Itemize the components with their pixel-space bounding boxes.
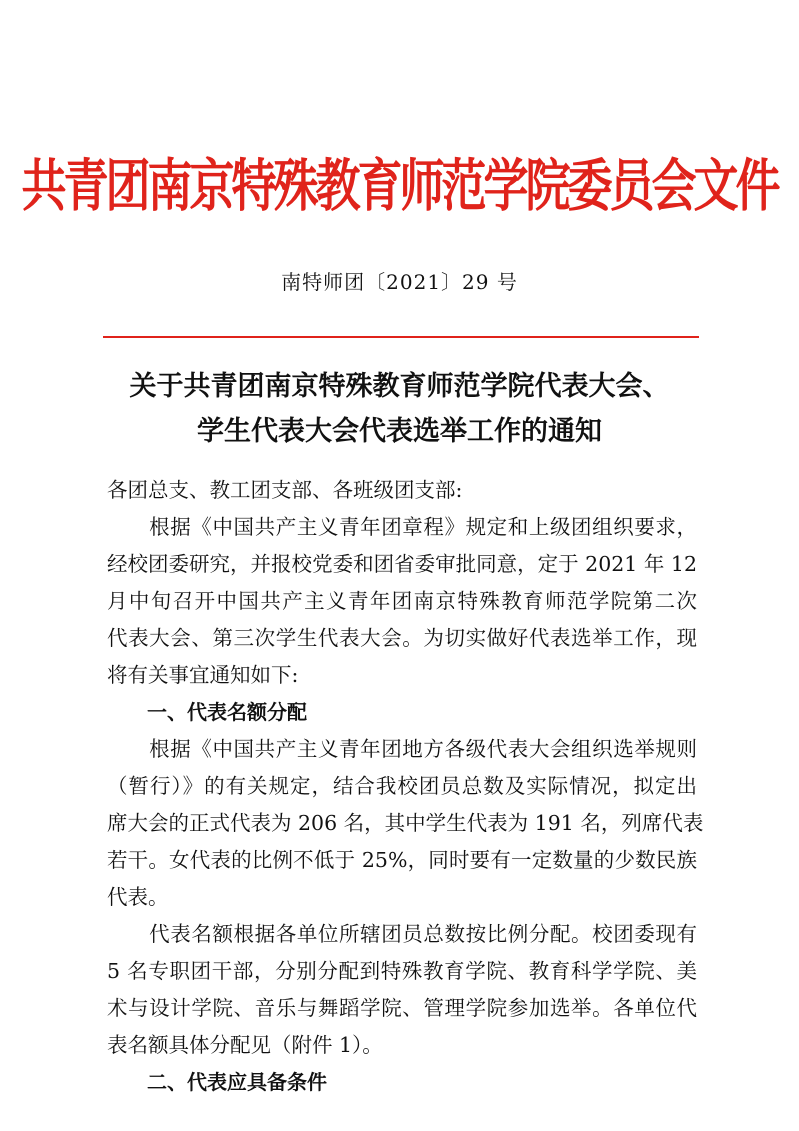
paragraph-2-line: 代表。 xyxy=(107,885,169,909)
document-header-title: 共青团南京特殊教育师范学院委员会文件 xyxy=(21,152,778,219)
section-heading-1: 一、代表名额分配 xyxy=(107,700,307,724)
paragraph-2-line: 若干。女代表的比例不低于 25%，同时要有一定数量的少数民族 xyxy=(107,848,697,872)
paragraph-2-line: 根据《中国共产主义青年团地方各级代表大会组织选举规则 xyxy=(107,737,697,761)
addressee: 各团总支、教工团支部、各班级团支部: xyxy=(107,478,463,502)
paragraph-3-line: 表名额具体分配见（附件 1）。 xyxy=(107,1033,383,1057)
paragraph-3-line: 5 名专职团干部，分别分配到特殊教育学院、教育科学学院、美 xyxy=(107,959,697,983)
paragraph-3-line: 代表名额根据各单位所辖团员总数按比例分配。校团委现有 xyxy=(107,922,697,946)
paragraph-1-line: 经校团委研究，并报校党委和团省委审批同意，定于 2021 年 12 xyxy=(107,552,697,576)
paragraph-2-line: （暂行）》的有关规定，结合我校团员总数及实际情况，拟定出 xyxy=(107,774,697,798)
red-divider-line xyxy=(103,336,699,338)
document-number: 南特师团〔2021〕29 号 xyxy=(281,270,518,294)
section-heading-2: 二、代表应具备条件 xyxy=(107,1070,327,1094)
paragraph-1-line: 将有关事宜通知如下: xyxy=(107,663,299,687)
notice-title-line-2: 学生代表大会代表选举工作的通知 xyxy=(197,416,602,447)
paragraph-3-line: 术与设计学院、音乐与舞蹈学院、管理学院参加选举。各单位代 xyxy=(107,996,697,1020)
notice-title-line-1: 关于共青团南京特殊教育师范学院代表大会、 xyxy=(129,371,670,402)
paragraph-2-line: 席大会的正式代表为 206 名，其中学生代表为 191 名，列席代表 xyxy=(107,811,704,835)
paragraph-1-line: 月中旬召开中国共产主义青年团南京特殊教育师范学院第二次 xyxy=(107,589,697,613)
paragraph-1-line: 代表大会、第三次学生代表大会。为切实做好代表选举工作，现 xyxy=(107,626,697,650)
paragraph-1-line: 根据《中国共产主义青年团章程》规定和上级团组织要求， xyxy=(107,515,697,539)
